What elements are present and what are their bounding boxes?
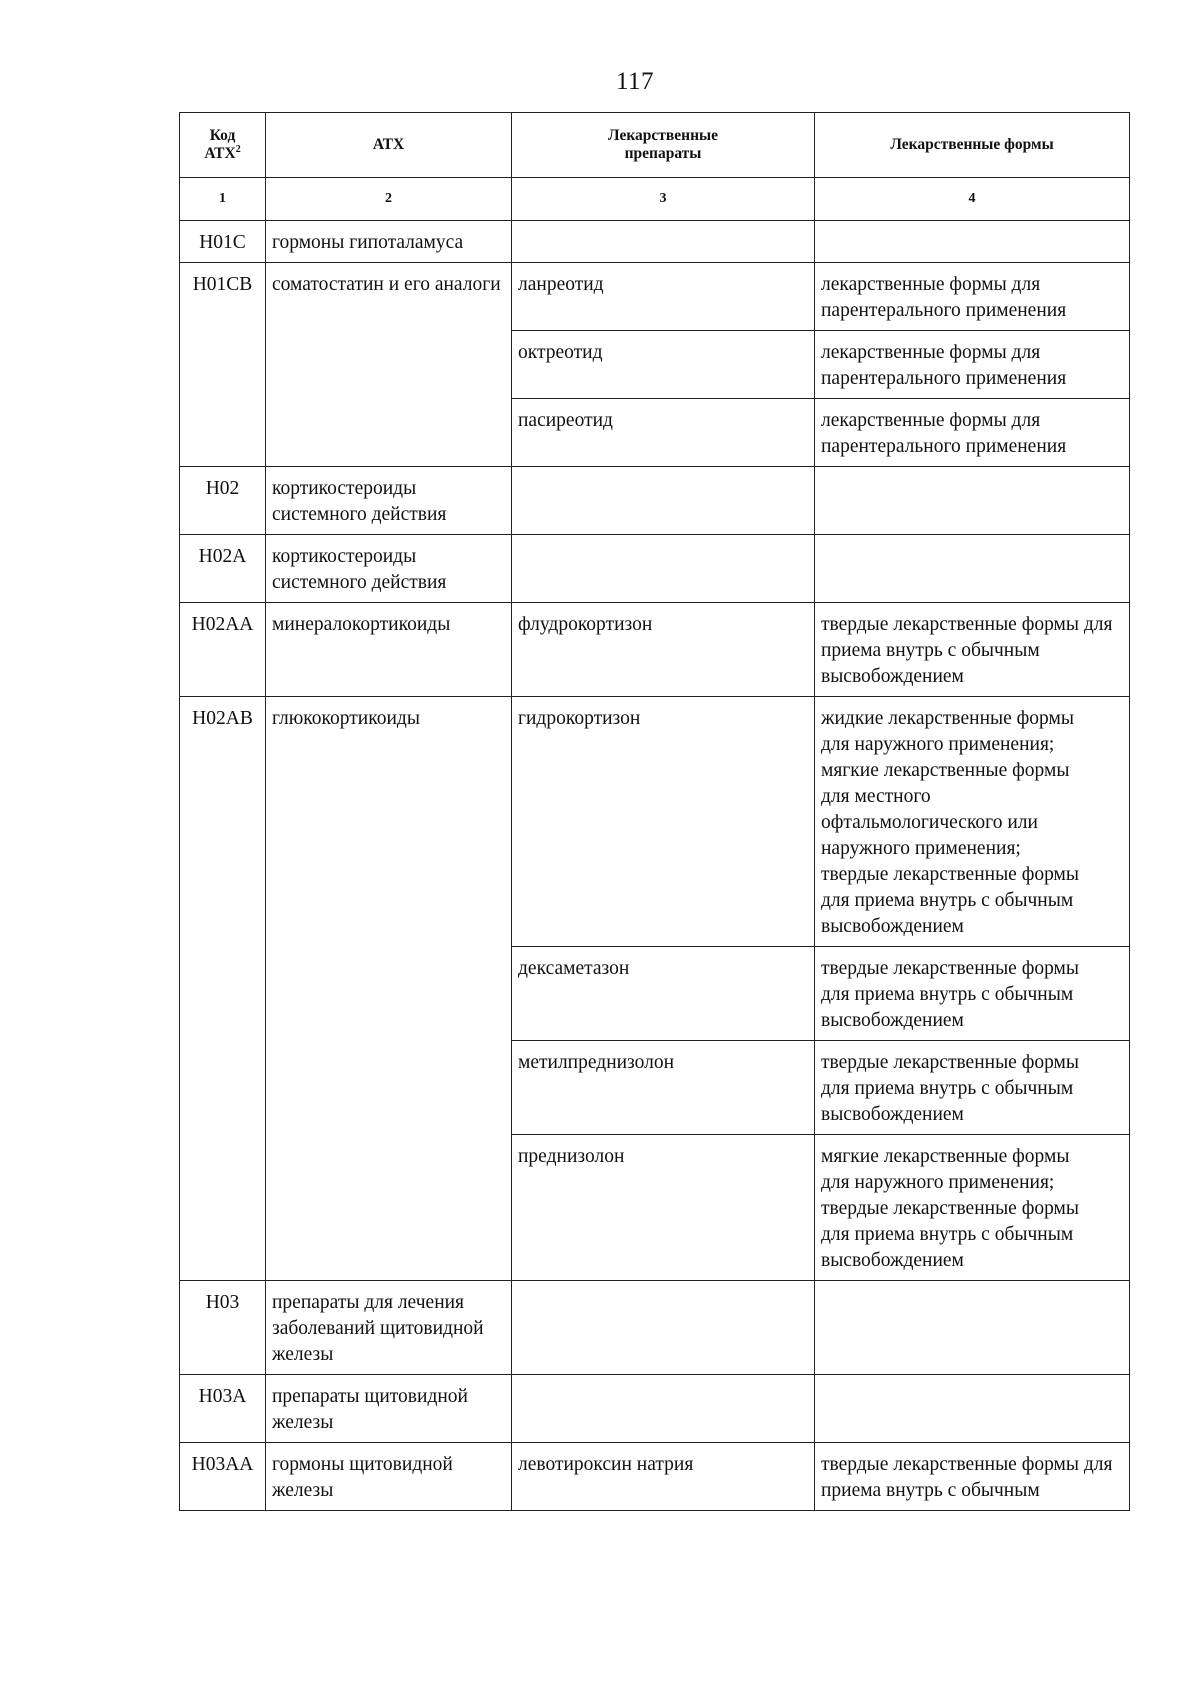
drug-name	[512, 535, 815, 603]
header-code-line1: Код	[209, 127, 236, 144]
dosage-form: лекарственные формы для парентерального применения	[815, 331, 1130, 399]
drug-name: ланреотид	[512, 263, 815, 331]
drug-name: флудрокортизон	[512, 603, 815, 697]
dosage-form	[815, 221, 1130, 263]
column-number-row	[180, 178, 1130, 221]
dosage-form	[815, 467, 1130, 535]
atx-table	[179, 112, 1130, 1511]
table-row	[180, 263, 1130, 331]
atx-code: H02	[180, 467, 266, 535]
atx-group: минералокортикоиды	[266, 603, 512, 697]
column-number: 1	[180, 178, 266, 221]
table-row	[180, 603, 1130, 697]
table-row	[180, 1443, 1130, 1511]
atx-code: H02A	[180, 535, 266, 603]
atx-group: препараты щитовидной железы	[266, 1375, 512, 1443]
table-row	[180, 1281, 1130, 1375]
table-row	[180, 221, 1130, 263]
drug-name	[512, 1375, 815, 1443]
atx-code: H01CB	[180, 263, 266, 467]
column-number: 4	[815, 178, 1130, 221]
dosage-form: твердые лекарственные формы для приема внутрь с обычным высвобождением	[815, 603, 1130, 697]
dosage-form	[815, 535, 1130, 603]
column-number: 2	[266, 178, 512, 221]
header-code	[180, 113, 266, 178]
drug-name: метилпреднизолон	[512, 1041, 815, 1135]
atx-group: кортикостероиды системного действия	[266, 467, 512, 535]
header-row	[180, 113, 1130, 178]
drug-name: левотироксин натрия	[512, 1443, 815, 1511]
page-number: 117	[615, 68, 655, 95]
table-row	[180, 697, 1130, 947]
dosage-form	[815, 1281, 1130, 1375]
header-drugs-line2: препараты	[624, 145, 702, 162]
table-row	[180, 467, 1130, 535]
dosage-form: лекарственные формы для парентерального применения	[815, 399, 1130, 467]
header-atx: АТХ	[266, 113, 512, 178]
column-number: 3	[512, 178, 815, 221]
atx-group: кортикостероиды системного действия	[266, 535, 512, 603]
drug-name: гидрокортизон	[512, 697, 815, 947]
header-drugs-line1: Лекарственные	[608, 127, 718, 144]
dosage-form: лекарственные формы для парентерального применения	[815, 263, 1130, 331]
header-code-line2: АТХ	[204, 145, 236, 162]
atx-code: H03A	[180, 1375, 266, 1443]
table-row	[180, 535, 1130, 603]
dosage-form: жидкие лекарственные формы для наружного применения; мягкие лекарственные формы для местного офтальмологического или наружного применения; твердые лекарственные формы для приема внутрь с обычным высвобождением	[815, 697, 1130, 947]
atx-code: H02AA	[180, 603, 266, 697]
dosage-form	[815, 1375, 1130, 1443]
header-drugs	[512, 113, 815, 178]
atx-group: глюкокортикоиды	[266, 697, 512, 1281]
drug-name: пасиреотид	[512, 399, 815, 467]
header-forms: Лекарственные формы	[815, 113, 1130, 178]
drug-name	[512, 1281, 815, 1375]
atx-code: H03	[180, 1281, 266, 1375]
drug-name: преднизолон	[512, 1135, 815, 1281]
atx-group: гормоны щитовидной железы	[266, 1443, 512, 1511]
atx-code: H01C	[180, 221, 266, 263]
atx-group: гормоны гипоталамуса	[266, 221, 512, 263]
atx-code: H03AA	[180, 1443, 266, 1511]
drug-name: октреотид	[512, 331, 815, 399]
atx-group: соматостатин и его аналоги	[266, 263, 512, 467]
dosage-form: твердые лекарственные формы для приема внутрь с обычным	[815, 1443, 1130, 1511]
atx-group: препараты для лечения заболеваний щитовидной железы	[266, 1281, 512, 1375]
drug-name: дексаметазон	[512, 947, 815, 1041]
drug-name	[512, 467, 815, 535]
drug-name	[512, 221, 815, 263]
footnote-ref: 2	[235, 143, 241, 155]
table-row	[180, 1375, 1130, 1443]
dosage-form: твердые лекарственные формы для приема внутрь с обычным высвобождением	[815, 1041, 1130, 1135]
atx-code: H02AB	[180, 697, 266, 1281]
dosage-form: мягкие лекарственные формы для наружного применения; твердые лекарственные формы для приема внутрь с обычным высвобождением	[815, 1135, 1130, 1281]
dosage-form: твердые лекарственные формы для приема внутрь с обычным высвобождением	[815, 947, 1130, 1041]
